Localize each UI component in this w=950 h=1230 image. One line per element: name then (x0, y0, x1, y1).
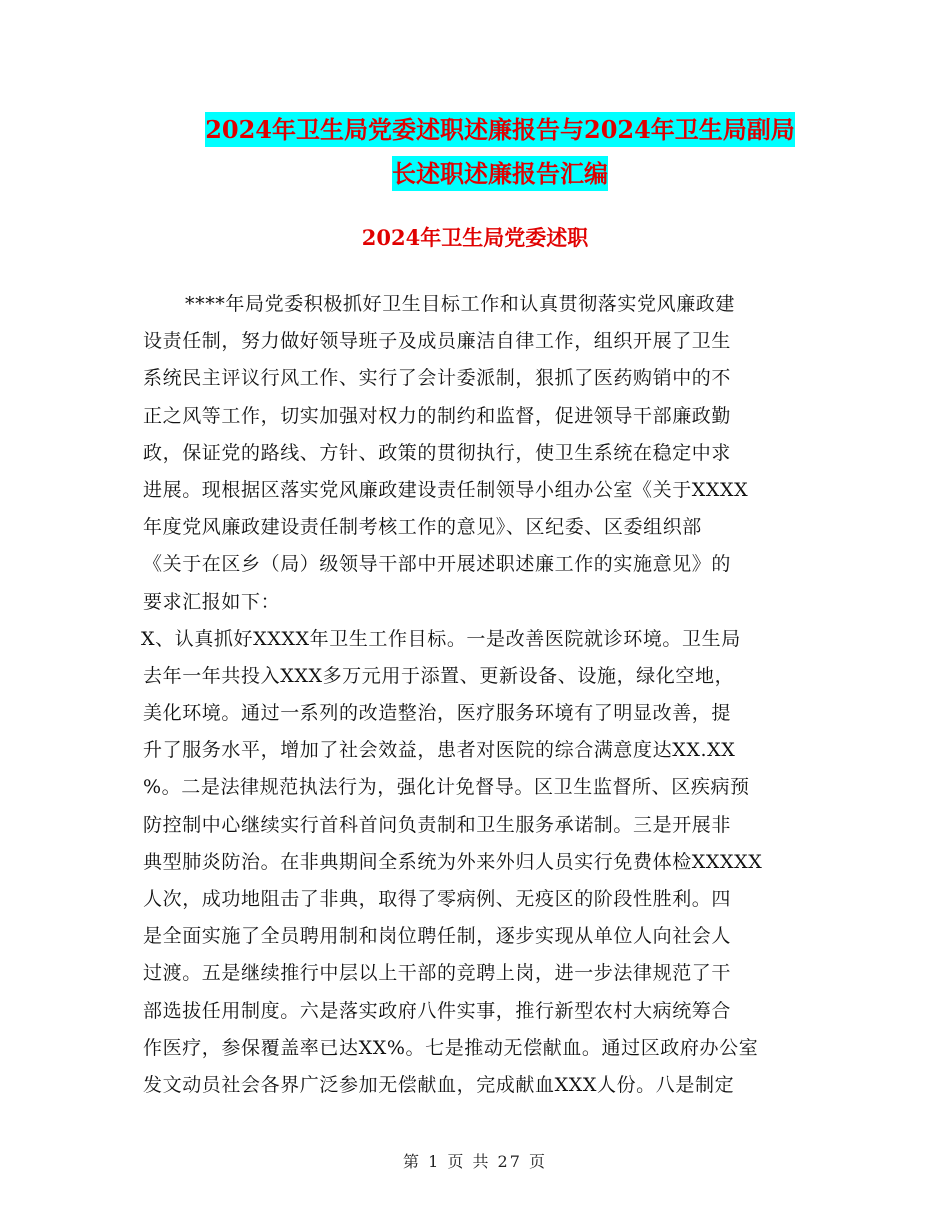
body-line: 系统民主评议行风工作、实行了会计委派制，狠抓了医药购销中的不 (143, 367, 732, 390)
body-line: 是全面实施了全员聘用制和岗位聘任制，逐步实现从单位人向社会人 (143, 925, 732, 948)
body-line: 年度党风廉政建设责任制考核工作的意见》、区纪委、区委组织部 (143, 516, 702, 539)
body-line: 美化环境。通过一系列的改造整治，医疗服务环境有了明显改善，提 (143, 702, 732, 725)
body-line: ****年局党委积极抓好卫生目标工作和认真贯彻落实党风廉政建 (185, 293, 736, 315)
body-line: %。二是法律规范执法行为，强化计免督导。区卫生监督所、区疾病预 (143, 776, 750, 799)
body-line: 去年一年共投入XXX多万元用于添置、更新设备、设施，绿化空地， (143, 664, 735, 687)
body-line: 发文动员社会各界广泛参加无偿献血，完成献血XXX人份。八是制定 (143, 1073, 735, 1096)
body-line: 要求汇报如下： (143, 590, 281, 613)
body-line: 正之风等工作，切实加强对权力的制约和监督，促进领导干部廉政勤 (143, 404, 732, 427)
body-line: 升了服务水平，增加了社会效益，患者对医院的综合满意度达XX.XX (143, 739, 736, 762)
page-footer: 第 1 页 共 27 页 (403, 1152, 547, 1171)
body-line: 过渡。五是继续推行中层以上干部的竞聘上岗，进一步法律规范了干 (143, 962, 732, 985)
body-text (143, 286, 813, 1104)
body-line: 部选拔任用制度。六是落实政府八件实事，推行新型农村大病统筹合 (143, 999, 732, 1022)
title-highlight-2: 长述职述廉报告汇编 (392, 156, 608, 191)
body-line: 政，保证党的路线、方针、政策的贯彻执行，使卫生系统在稳定中求 (143, 441, 732, 464)
body-line: 《关于在区乡（局）级领导干部中开展述职述廉工作的实施意见》的 (143, 553, 732, 576)
body-line: 作医疗，参保覆盖率已达XX%。七是推动无偿献血。通过区政府办公室 (143, 1036, 759, 1059)
body-line: 典型肺炎防治。在非典期间全系统为外来外归人员实行免费体检XXXXX (143, 850, 763, 873)
body-line: 进展。现根据区落实党风廉政建设责任制领导小组办公室《关于XXXX (143, 478, 749, 501)
title-highlight-1: 2024年卫生局党委述职述廉报告与2024年卫生局副局 (205, 112, 795, 147)
body-line: 设责任制，努力做好领导班子及成员廉洁自律工作，组织开展了卫生 (143, 330, 732, 353)
body-line: 人次，成功地阻击了非典，取得了零病例、无疫区的阶段性胜利。四 (143, 888, 732, 910)
section-title: 2024年卫生局党委述职 (361, 225, 589, 250)
document-title-line-1 (150, 108, 850, 152)
document-title-line-2 (150, 152, 850, 196)
body-line: 防控制中心继续实行首科首问负责制和卫生服务承诺制。三是开展非 (143, 813, 732, 836)
body-line: X、认真抓好XXXX年卫生工作目标。一是改善医院就诊环境。卫生局 (141, 627, 741, 650)
